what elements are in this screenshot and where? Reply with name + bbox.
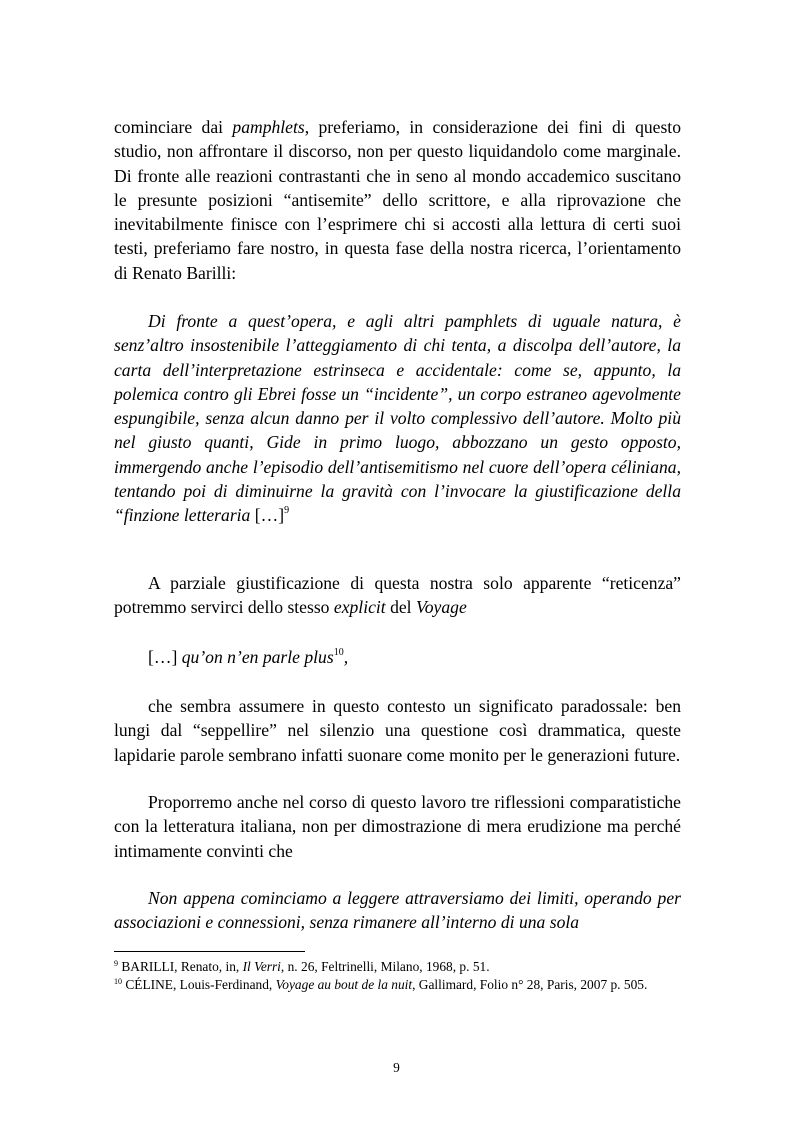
footnote-ref-9[interactable]: 9 xyxy=(284,505,290,517)
paragraph-paradossale: che sembra assumere in questo contesto un significato paradossale: ben lungi dal “seppellire” nel silenzio una questione così drammatica, queste lapidarie parole sembrano infatti suonare come monito per le generazioni future. xyxy=(114,696,681,765)
footnote-separator xyxy=(114,951,305,952)
page-number: 9 xyxy=(393,1060,400,1075)
paragraph-comparatistiche: Proporremo anche nel corso di questo lavoro tre riflessioni comparatistiche con la letteratura italiana, non per dimostrazione di mera erudizione ma perché intimamente convinti che xyxy=(114,792,681,861)
quote-voyage-explicit: […] qu’on n’en parle plus$^{10}$, xyxy=(148,647,349,667)
paragraph-intro: cominciare dai pamphlets, preferiamo, in considerazione dei fini di questo studio, non affrontare il discorso, non per questo liquidandolo come marginale. Di fronte alle reazioni contrastanti che in seno al mondo accademico suscitano le presunte posizioni “antisemite” dello scrittore, e alla riprovazione che inevitabilmente finisce con l’esprimere chi si accosti alla lettura di certi suoi testi, preferiamo fare nostro, in questa fase della nostra ricerca, l’orientamento di Renato Barilli: xyxy=(114,117,681,283)
footnote-10: $^{10}$ CÉLINE, Louis-Ferdinand, Voyage au bout de la nuit, Gallimard, Folio n° 28, Paris, 2007 p. 505. xyxy=(114,976,648,992)
footnote-ref-10[interactable]: 10 xyxy=(333,647,344,658)
paragraph-reticenza: A parziale giustificazione di questa nostra solo apparente “reticenza” potremmo servirci dello stesso explicit del Voyage xyxy=(114,573,681,618)
emphasis-pamphlets: pamphlets xyxy=(232,117,305,137)
footnote-9: $^9$ BARILLI, Renato, in, Il Verri, n. 26, Feltrinelli, Milano, 1968, p. 51. xyxy=(114,959,490,974)
block-quote-barilli: Di fronte a quest’opera, e agli altri pamphlets di uguale natura, è senz’altro insostenibile l’atteggiamento di chi tenta, a discolpa dell’autore, la carta dell’interpretazione estrinseca e accidentale: come se, appunto, la polemica contro gli Ebrei fosse un “incidente”, un corpo estraneo agevolmente espungibile, senza alcun danno per il volto complessivo dell’autore. Molto più nel giusto quanti, Gide in primo luogo, abbozzano un gesto opposto, immergendo anche l’episodio dell’antisemitismo nel cuore dell’opera céliniana, tentando poi di diminuirne la gravità con l’invocare la giustificazione della “finzione letteraria […]$^9$ xyxy=(114,311,681,526)
block-quote-limiti: Non appena cominciamo a leggere attraversiamo dei limiti, operando per associazioni e connessioni, senza rimanere all’interno di una sola xyxy=(114,888,681,933)
footnotes xyxy=(114,958,681,993)
